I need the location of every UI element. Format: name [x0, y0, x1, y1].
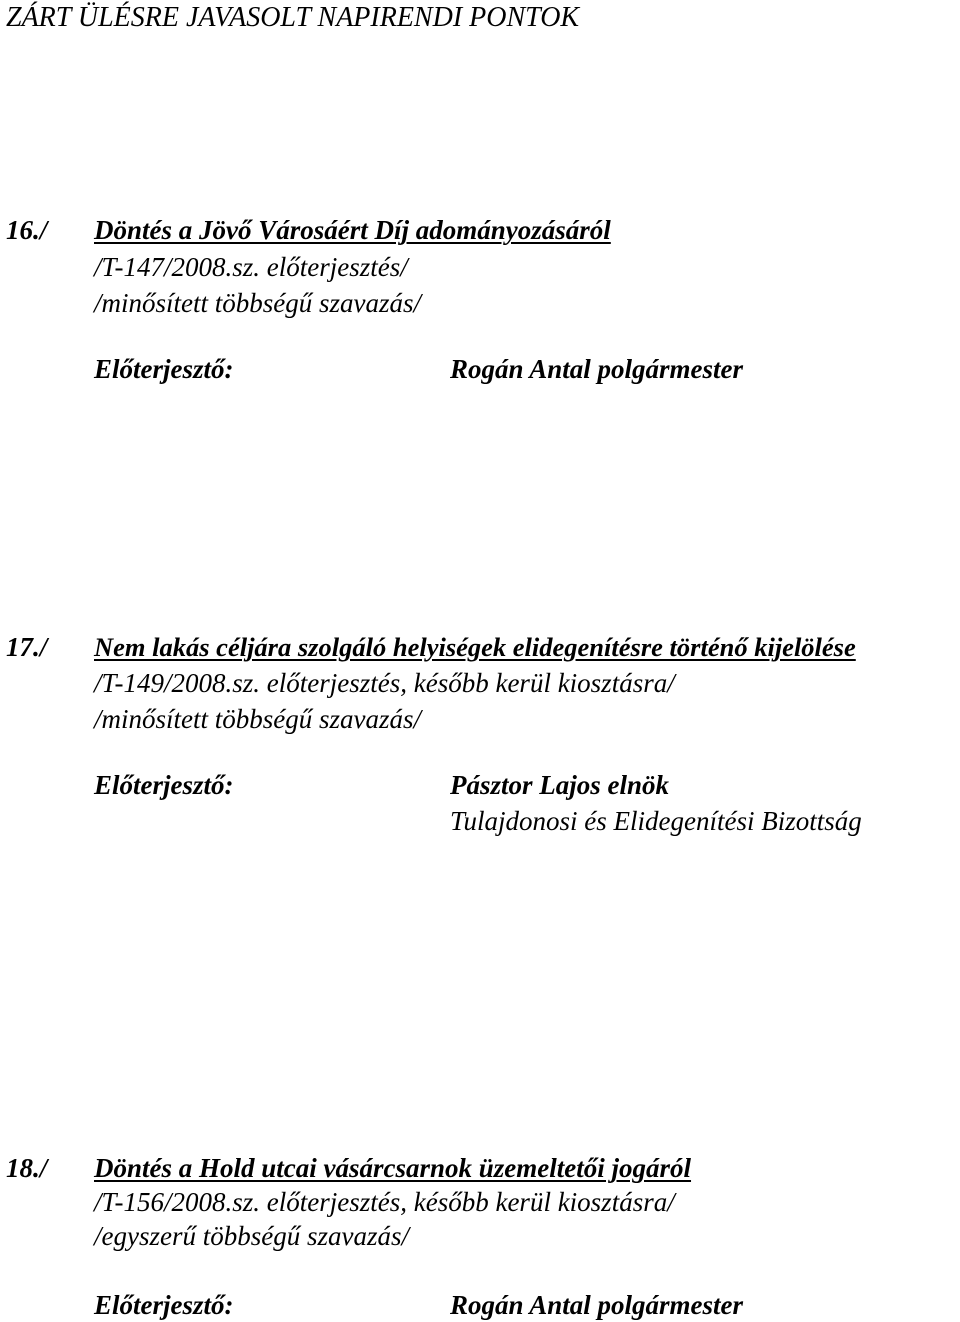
item-title: Döntés a Hold utcai vásárcsarnok üzemeltetői jogáról — [94, 1153, 692, 1183]
item-reference: /T-156/2008.sz. előterjesztés, később kerül kiosztásra/ — [94, 1187, 675, 1217]
item-number: 17./ — [6, 632, 48, 662]
presenter-label: Előterjesztő: — [94, 1290, 234, 1320]
item-number: 16./ — [6, 215, 48, 245]
presenter-label: Előterjesztő: — [94, 770, 234, 800]
item-number: 18./ — [6, 1153, 48, 1183]
item-reference: /T-147/2008.sz. előterjesztés/ — [94, 252, 408, 282]
presenter-name: Rogán Antal polgármester — [450, 1290, 744, 1320]
item-voting: /minősített többségű szavazás/ — [94, 288, 422, 318]
item-title: Nem lakás céljára szolgáló helyiségek elidegenítésre történő kijelölése — [94, 632, 856, 662]
item-voting: /egyszerű többségű szavazás/ — [94, 1221, 409, 1251]
presenter-organization: Tulajdonosi és Elidegenítési Bizottság — [450, 806, 862, 836]
item-reference: /T-149/2008.sz. előterjesztés, később kerül kiosztásra/ — [94, 668, 675, 698]
presenter-label: Előterjesztő: — [94, 354, 234, 384]
presenter-name: Pásztor Lajos elnök — [450, 770, 670, 800]
item-voting: /minősített többségű szavazás/ — [94, 704, 422, 734]
page-heading: ZÁRT ÜLÉSRE JAVASOLT NAPIRENDI PONTOK — [6, 2, 580, 33]
presenter-name: Rogán Antal polgármester — [450, 354, 744, 384]
item-title: Döntés a Jövő Városáért Díj adományozásáról — [94, 215, 611, 245]
